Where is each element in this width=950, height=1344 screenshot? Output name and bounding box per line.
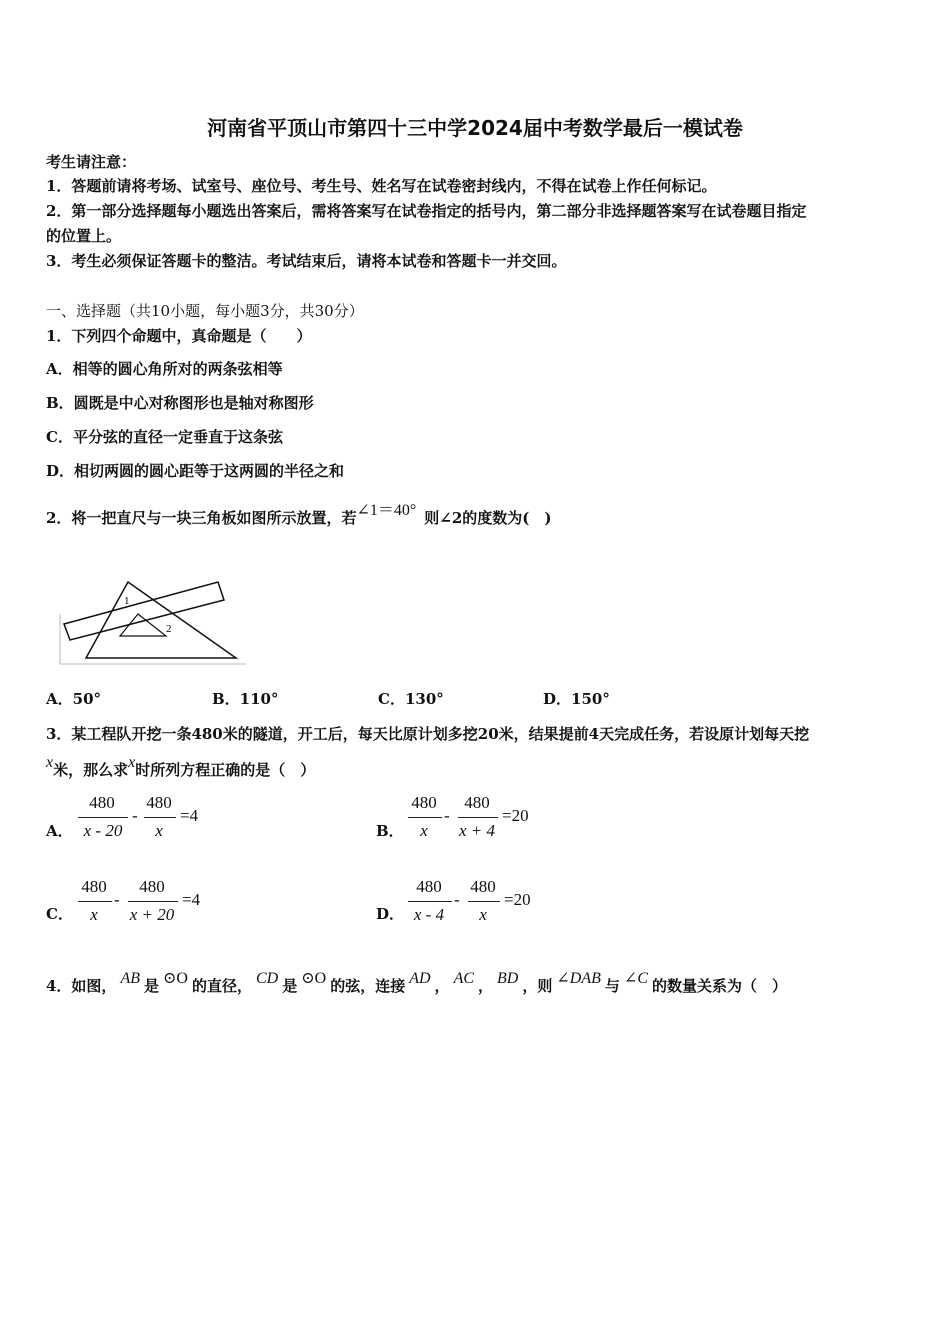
angle-1-label: 1 [124, 595, 130, 607]
q4-math: AB [120, 970, 140, 987]
q4-stem [46, 970, 787, 997]
q4-math: AD [409, 970, 431, 987]
numerator: 480 [146, 793, 172, 812]
fraction-bar [468, 901, 500, 902]
fraction-bar [78, 901, 112, 902]
denominator: x [420, 821, 428, 840]
denominator: x + 4 [458, 821, 496, 840]
q3-option-b-label: B． [376, 822, 404, 840]
q2-stem-a: 2．将一把直尺与一块三角板如图所示放置，若 [46, 509, 357, 527]
q3-stem-c: 时所列方程正确的是（ ） [135, 761, 316, 779]
q3-option-b-equation [406, 793, 546, 849]
numerator: 480 [464, 793, 490, 812]
q2-option-c: C．130° [378, 690, 444, 708]
fraction-bar [408, 901, 452, 902]
q1-option-b: B．圆既是中心对称图形也是轴对称图形 [46, 394, 314, 412]
set-square-outer [86, 582, 236, 658]
q3-stem-line2 [46, 754, 316, 781]
q4-text: 是 [282, 977, 298, 995]
fraction-bar [408, 817, 442, 818]
q1-stem: 1．下列四个命题中，真命题是（ ） [46, 327, 312, 345]
q3-option-d-equation [406, 877, 546, 933]
q3-option-a-equation [76, 793, 206, 849]
q4-math: ∠DAB [556, 970, 601, 987]
q3-var-x: x [128, 754, 136, 771]
equation-rhs: =20 [504, 890, 531, 909]
q3-stem-line1: 3．某工程队开挖一条480米的隧道，开工后，每天比原计划多挖20米，结果提前4天完成任务，若设原计划每天挖 [46, 725, 810, 743]
denominator: x [479, 905, 487, 924]
ruler [64, 582, 224, 640]
q1-option-a: A．相等的圆心角所对的两条弦相等 [46, 360, 283, 378]
fraction-bar [458, 817, 498, 818]
numerator: 480 [416, 877, 442, 896]
fraction-bar [128, 901, 178, 902]
q4-math: BD [497, 970, 519, 987]
q3-stem-b: 米，那么求 [53, 761, 129, 779]
ruler-triangle-figure [58, 562, 248, 672]
q3-option-d-label: D． [376, 905, 405, 923]
numerator: 480 [89, 793, 115, 812]
q3-var-x: x [46, 754, 54, 771]
q2-stem [46, 502, 552, 529]
notice-item: 2．第一部分选择题每小题选出答案后，需将答案写在试卷指定的括号内，第二部分非选择题答案写在试卷题目指定 [46, 202, 807, 220]
q2-stem-b: 则∠2的度数为( ) [424, 509, 552, 527]
q4-text: ， [478, 977, 494, 995]
q4-text: ， [434, 977, 450, 995]
equation-rhs: =4 [180, 806, 199, 825]
q4-text: 的弦，连接 [330, 977, 406, 995]
notice-item: 1．答题前请将考场、试室号、座位号、考生号、姓名写在试卷密封线内，不得在试卷上作任何标记。 [46, 177, 717, 195]
equation-rhs: =20 [502, 806, 529, 825]
operator: - [444, 806, 450, 825]
q1-option-d: D．相切两圆的圆心距等于这两圆的半径之和 [46, 462, 345, 480]
q2-option-d: D．150° [543, 690, 610, 708]
notice-heading: 考生请注意： [46, 153, 137, 171]
section-heading: 一、选择题（共10小题，每小题3分，共30分） [46, 302, 364, 320]
q4-text: 的数量关系为（ ） [651, 977, 787, 995]
numerator: 480 [139, 877, 165, 896]
q3-option-a-label: A． [46, 822, 73, 840]
page-title: 河南省平顶山市第四十三中学2024届中考数学最后一模试卷 [207, 116, 743, 140]
q4-math: AC [453, 970, 475, 987]
operator: - [132, 806, 138, 825]
q4-text: 4．如图， [46, 977, 117, 995]
q4-math: ⊙O [301, 970, 327, 987]
q3-option-c-label: C． [46, 905, 73, 923]
denominator: x [155, 821, 163, 840]
q4-math: ⊙O [163, 970, 188, 987]
q4-text: 与 [604, 977, 620, 995]
q3-option-c-equation [76, 877, 216, 933]
denominator: x [90, 905, 98, 924]
q4-math: ∠C [623, 970, 648, 987]
notice-item: 3．考生必须保证答题卡的整洁。考试结束后，请将本试卷和答题卡一并交回。 [46, 252, 567, 270]
figure-border [60, 614, 246, 664]
q2-option-a: A．50° [46, 690, 102, 708]
q4-math: CD [255, 970, 279, 987]
notice-item: 的位置上。 [46, 227, 122, 245]
q4-text: ，则 [522, 977, 553, 995]
numerator: 480 [470, 877, 496, 896]
operator: - [114, 890, 120, 909]
equation-rhs: =4 [182, 890, 201, 909]
q4-text: 的直径， [191, 977, 252, 995]
operator: - [454, 890, 460, 909]
fraction-bar [144, 817, 176, 818]
numerator: 480 [81, 877, 107, 896]
denominator: x - 20 [83, 821, 123, 840]
denominator: x + 20 [129, 905, 175, 924]
numerator: 480 [411, 793, 437, 812]
q2-angle-math: ∠1＝40° [356, 502, 417, 519]
angle-2-label: 2 [166, 623, 172, 635]
q2-option-b: B．110° [212, 690, 279, 708]
denominator: x - 4 [413, 905, 445, 924]
fraction-bar [78, 817, 128, 818]
q1-option-c: C．平分弦的直径一定垂直于这条弦 [46, 428, 283, 446]
q4-text: 是 [143, 977, 159, 995]
